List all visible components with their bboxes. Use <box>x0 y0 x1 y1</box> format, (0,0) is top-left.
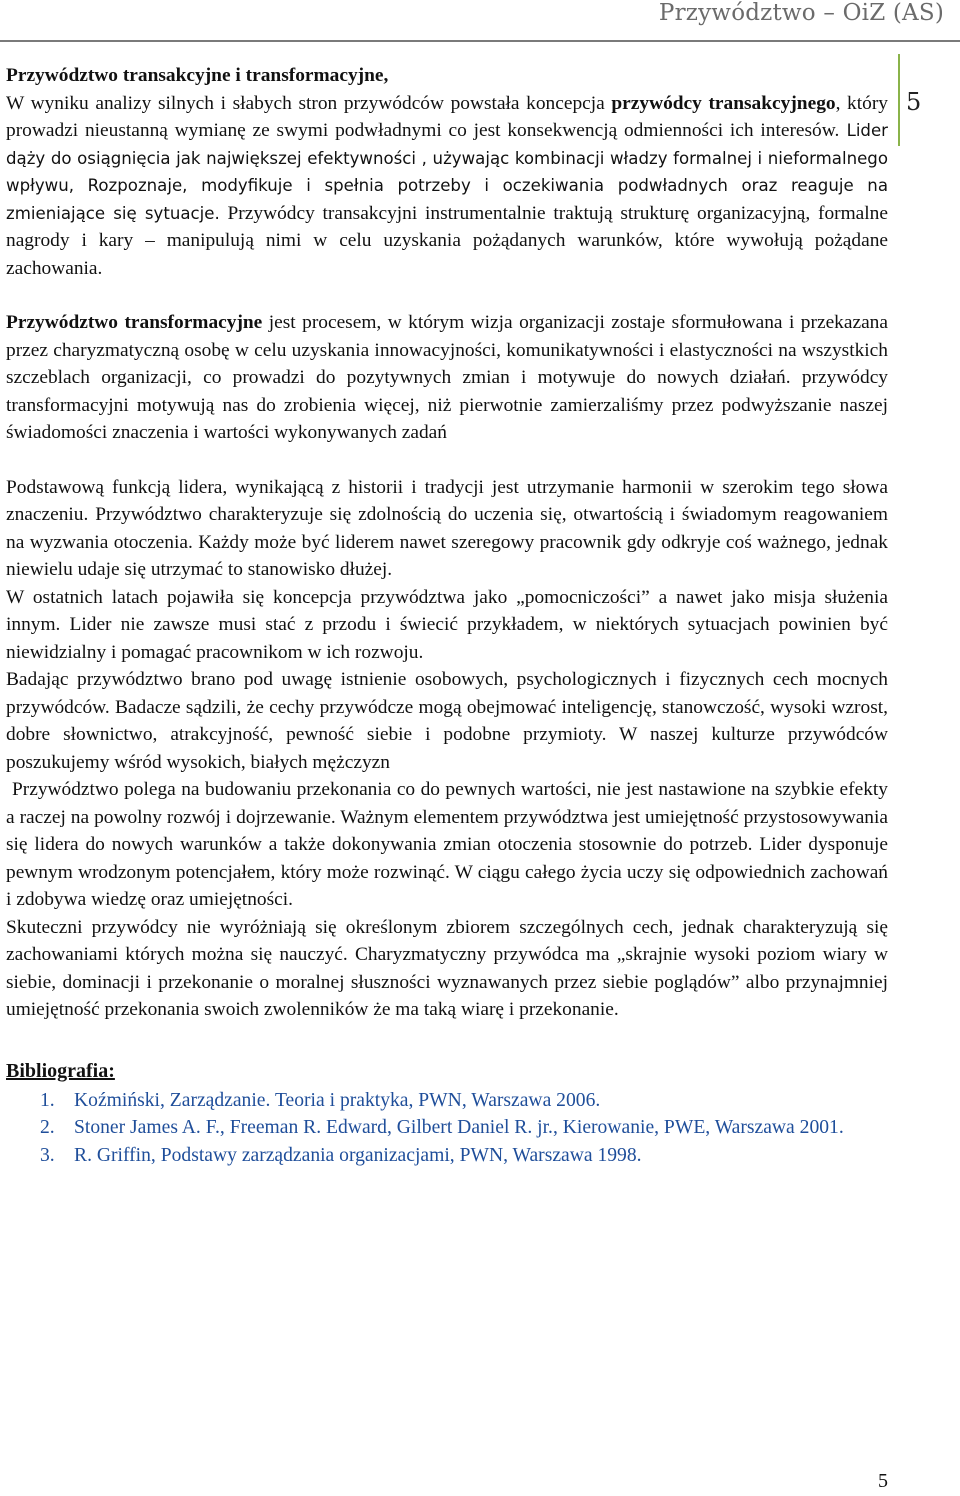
bibliography-item <box>6 1087 888 1115</box>
intro-bold: przywódcy transakcyjnego <box>611 92 836 114</box>
paragraph-charisma: Skuteczni przywódcy nie wyróżniają się określonym zbiorem szczególnych cech, jednak charakteryzują się zachowaniami których można się nauczyć. Charyzmatyczny przywódca ma „skrajnie wysoki poziom wiary w siebie, dominacji i przekonanie o moralnej słuszności wyznawanych przez siebie poglądów” albo przynajmniej umiejętność przekonania swoich zwolenników że ma taką wiarę i przekonanie. <box>6 916 888 1020</box>
paragraph-leader-function: Podstawową funkcją lidera, wynikającą z historii i tradycji jest utrzymanie harmonii w szerokim tego słowa znaczeniu. Przywództwo charakteryzuje się zdolnością do uczenia się, otwartością i świadomym reagowaniem na wyzwania otoczenia. Każdy może być liderem nawet szeregowy pracownik gdy odkryje coś ważnego, jednak niewielu udaje się utrzymać to stanowisko dłużej. <box>6 476 888 580</box>
running-header: Przywództwo – OiZ (AS) <box>658 0 944 26</box>
document-body <box>6 62 888 1169</box>
bibliography-item <box>6 1142 888 1170</box>
bibliography-list <box>6 1087 888 1170</box>
section-title: Przywództwo transakcyjne i transformacyjne, <box>6 65 389 86</box>
section-transactional <box>6 62 888 282</box>
bibliography-number: 3. <box>40 1144 55 1166</box>
paragraph-traits: Badając przywództwo brano pod uwagę istnienie osobowych, psychologicznych i fizycznych cech mocnych przywódców. Badacze sądzili, że cechy przywódcze mogą obejmować inteligencję, stanowczość, wysoki wzrost, dobre słownictwo, atrakcyjność, pewność siebie i podobne przymioty. W naszej kulturze przywódców poszukujemy wśród wysokich, białych mężczyzn <box>6 669 888 773</box>
bibliography-title: Bibliografia: <box>6 1059 115 1082</box>
transactional-tail: Przywódcy transakcyjni instrumentalnie traktują strukturę organizacyjną, formalne nagrody i kary – manipulują nimi w celu uzyskania pożądanych warunków, które wywołują pożądane zachowania. <box>6 202 888 279</box>
bibliography-text: Stoner James A. F., Freeman R. Edward, Gilbert Daniel R. jr., Kierowanie, PWE, Warszawa 2001. <box>74 1117 844 1138</box>
side-accent-rule <box>898 54 900 146</box>
bibliography-number: 1. <box>40 1089 55 1111</box>
bibliography-text: Koźmiński, Zarządzanie. Teoria i praktyka, PWN, Warszawa 2006. <box>74 1089 601 1111</box>
intro-text: W wyniku analizy silnych i słabych stron przywódców powstała koncepcja <box>6 92 612 114</box>
side-page-number: 5 <box>906 88 922 116</box>
header-rule <box>0 40 960 42</box>
paragraph-values: Przywództwo polega na budowaniu przekonania co do pewnych wartości, nie jest nastawione na szybkie efekty a raczej na powolny rozwój i dojrzewanie. Ważnym elementem przywództwa jest umiejętność przystosowywania się lidera do nowych warunków a także dokonywania zmian otoczenia stosownie do potrzeb. Lider dysponuje pewnym wrodzonym potencjałem, który może rozwinąć. W ciągu całego życia uczy się odpowiednich zachowań i zdobywa wiedzę oraz umiejętności. <box>6 779 888 910</box>
intro-text-post: , który prowadzi nieustanną wymianę ze swymi podwładnymi co jest konsekwencją odmienności ich interesów. <box>6 92 888 141</box>
bibliography-number: 2. <box>40 1117 55 1138</box>
section-transformational <box>6 309 888 447</box>
transformational-text: jest procesem, w którym wizja organizacji zostaje sformułowana i przekazana przez charyzmatyczną osobę w celu uzyskania innowacyjności, komunikatywności i elastyczności na wszystkich szczeblach organizacji, co prowadzi do pozytywnych zmian i motywuje do nowych działań. przywódcy transformacyjni motywują nas do zrobienia więcej, niż pierwotnie zamierzaliśmy przez podwyższanie naszej świadomości znaczenia i wartości wykonywanych zadań <box>6 312 888 443</box>
transformational-bold: Przywództwo transformacyjne <box>6 312 263 333</box>
bibliography-text: R. Griffin, Podstawy zarządzania organizacjami, PWN, Warszawa 1998. <box>74 1144 642 1166</box>
leader-text: Lider dąży do osiągnięcia jak największej efektywności , używając kombinacji władzy formalnej i nieformalnego wpływu, Rozpoznaje, modyfikuje i spełnia potrzeby i oczekiwania podwładnych oraz reaguje na zmieniające się sytuacje. <box>6 121 888 223</box>
bibliography-item <box>6 1114 888 1142</box>
footer-page-number: 5 <box>878 1470 888 1492</box>
paragraph-subsidiarity: W ostatnich latach pojawiła się koncepcja przywództwa jako „pomocniczości” a nawet jako misja służenia innym. Lider nie zawsze musi stać z przodu i świecić przykładem, w niektórych sytuacjach powinien być niewidzialny i pomagać pracownikom w ich rozwoju. <box>6 586 888 663</box>
